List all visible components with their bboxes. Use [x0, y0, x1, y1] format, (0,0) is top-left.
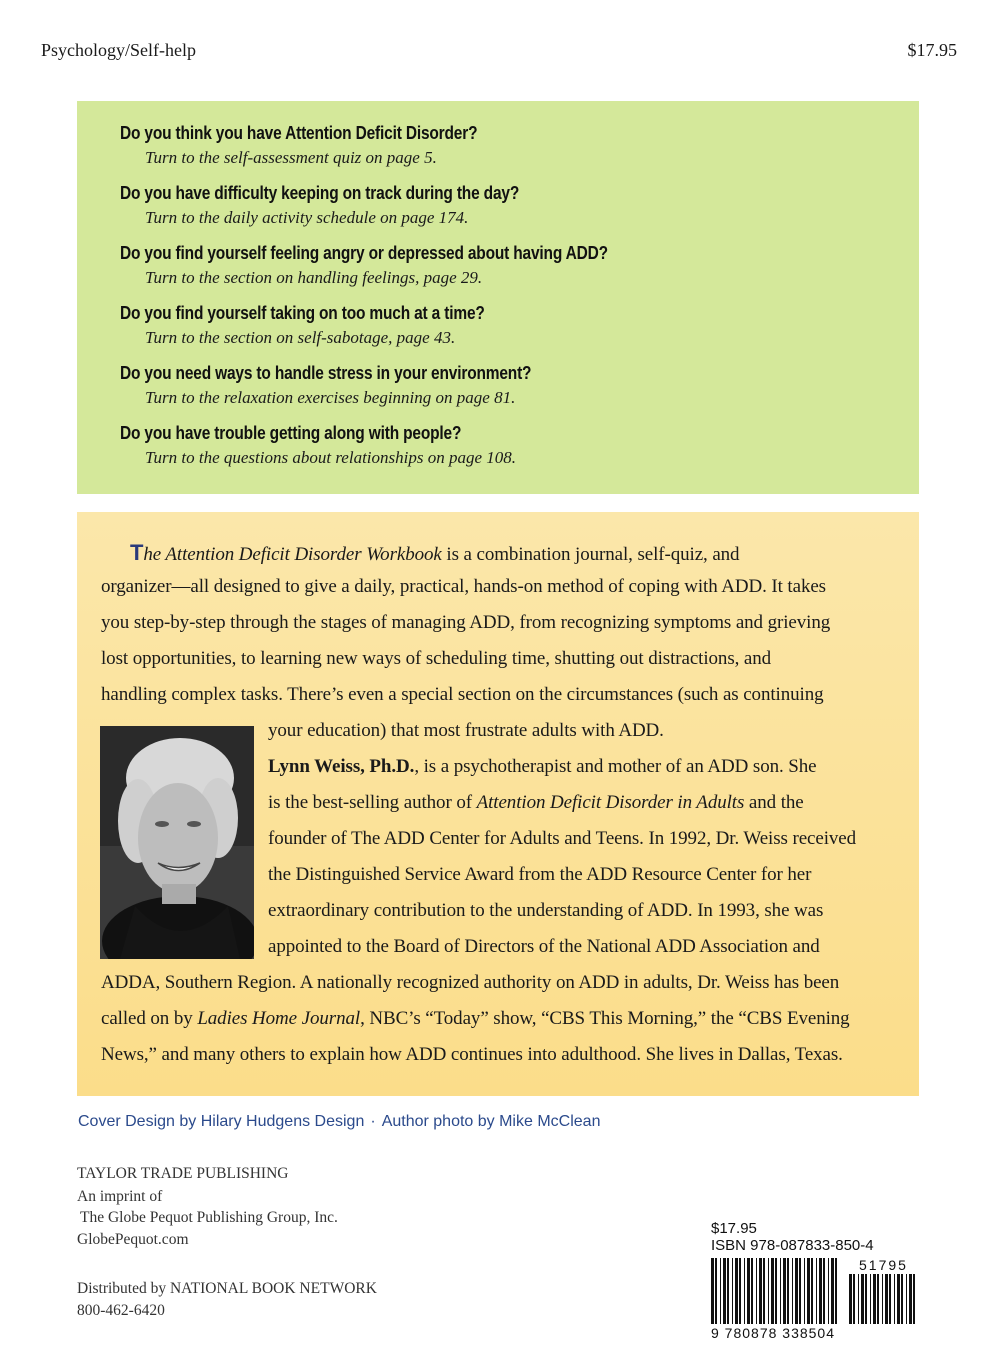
bio-line: appointed to the Board of Directors of the National ADD Association and: [268, 936, 820, 957]
barcode-bar: [823, 1258, 825, 1324]
barcode-bar: [909, 1274, 912, 1324]
description-box: [77, 512, 919, 1096]
faq-question: Do you think you have Attention Deficit Disorder?: [120, 123, 478, 143]
barcode-bar: [835, 1258, 837, 1324]
barcode-bar: [711, 1258, 714, 1324]
bio-line: the Distinguished Service Award from the ADD Resource Center for her: [268, 864, 812, 885]
faq-answer: Turn to the section on self-sabotage, page 43.: [145, 328, 456, 347]
bio-line: News,” and many others to explain how ADD continues into adulthood. She lives in Dallas, Texas.: [101, 1044, 843, 1065]
faq-question: Do you have trouble getting along with people?: [120, 423, 462, 443]
faq-item: [120, 423, 517, 468]
publisher-imprint: An imprint of: [77, 1188, 163, 1205]
barcode-bar: [751, 1258, 753, 1324]
barcode-bar: [865, 1274, 867, 1324]
barcode-price: $17.95: [711, 1220, 757, 1237]
faq-answer: Turn to the relaxation exercises beginning on page 81.: [145, 388, 516, 407]
credits-line: [78, 1113, 600, 1131]
faq-item: [120, 123, 536, 168]
barcode-bar: [828, 1258, 829, 1324]
barcode-bar: [723, 1258, 726, 1324]
barcode-bar: [795, 1258, 798, 1324]
barcode-bar: [804, 1258, 805, 1324]
bio-line: ADDA, Southern Region. A nationally recognized authority on ADD in adults, Dr. Weiss has been: [101, 972, 840, 993]
bio-line: is the best-selling author of Attention Deficit Disorder in Adults and the: [268, 792, 804, 813]
description-line: you step-by-step through the stages of managing ADD, from recognizing symptoms and grieving: [101, 612, 831, 633]
barcode-bar: [906, 1274, 907, 1324]
barcode-bar: [901, 1274, 903, 1324]
description-line: organizer—all designed to give a daily, practical, hands-on method of coping with ADD. It takes: [101, 576, 826, 597]
barcode-bar: [849, 1274, 852, 1324]
addon-barcode-bars: [849, 1274, 915, 1324]
barcode-bar: [870, 1274, 871, 1324]
description-line: The Attention Deficit Disorder Workbook is a combination journal, self-quiz, and: [130, 540, 740, 565]
barcode-digits: 9 780878 338504: [711, 1325, 835, 1340]
faq-item: [120, 183, 584, 228]
drop-cap: T: [130, 540, 144, 565]
publisher-website: GlobePequot.com: [77, 1231, 189, 1248]
barcode-bar: [735, 1258, 738, 1324]
credit-separator: ·: [370, 1113, 376, 1130]
faq-answer: Turn to the daily activity schedule on page 174.: [145, 208, 469, 227]
barcode-bar: [831, 1258, 834, 1324]
barcode-bar: [771, 1258, 774, 1324]
barcode-bar: [744, 1258, 745, 1324]
faq-item: [120, 303, 544, 348]
main-barcode-bars: [711, 1258, 837, 1324]
bio-line: Lynn Weiss, Ph.D., is a psychotherapist and mother of an ADD son. She: [268, 756, 817, 777]
barcode-bar: [792, 1258, 793, 1324]
bio-line: called on by Ladies Home Journal, NBC’s “Today” show, “CBS This Morning,” the “CBS Evening: [101, 1008, 850, 1029]
publisher-phone: 800-462-6420: [77, 1302, 165, 1319]
faq-question: Do you find yourself taking on too much at a time?: [120, 303, 485, 323]
isbn-label: ISBN 978-087833-850-4: [711, 1237, 874, 1254]
barcode-bar: [885, 1274, 888, 1324]
barcode-bar: [732, 1258, 733, 1324]
barcode-bar: [853, 1274, 855, 1324]
barcode-bar: [780, 1258, 781, 1324]
barcode-bar: [877, 1274, 879, 1324]
faq-answer: Turn to the questions about relationships on page 108.: [145, 448, 517, 467]
barcode-bar: [889, 1274, 891, 1324]
author-name: Lynn Weiss, Ph.D.: [268, 756, 415, 777]
barcode-bar: [715, 1258, 717, 1324]
description-line: handling complex tasks. There’s even a special section on the circumstances (such as continuing: [101, 684, 824, 705]
barcode-bar: [882, 1274, 883, 1324]
faq-item: [120, 243, 687, 288]
category-label: Psychology/Self-help: [41, 40, 196, 60]
book-title: he Attention Deficit Disorder Workbook: [143, 544, 442, 565]
barcode-bar: [819, 1258, 822, 1324]
barcode-bar: [747, 1258, 750, 1324]
barcode-bar: [768, 1258, 769, 1324]
photo-credit: Author photo by Mike McClean: [381, 1113, 601, 1130]
barcode-bar: [759, 1258, 762, 1324]
barcode-bar: [756, 1258, 757, 1324]
barcode-bar: [783, 1258, 786, 1324]
faq-answer: Turn to the section on handling feelings, page 29.: [145, 268, 483, 287]
bio-line: extraordinary contribution to the understanding of ADD. In 1993, she was: [268, 900, 824, 921]
barcode-bar: [861, 1274, 864, 1324]
barcode-bar: [858, 1274, 859, 1324]
faq-box: [77, 101, 919, 494]
barcode-bar: [873, 1274, 876, 1324]
barcode-bar: [739, 1258, 741, 1324]
publisher-name: TAYLOR TRADE PUBLISHING: [77, 1165, 289, 1182]
barcode-bar: [894, 1274, 895, 1324]
author-photo: [100, 726, 254, 959]
cover-credit: Cover Design by Hilary Hudgens Design: [78, 1113, 365, 1130]
price-label: $17.95: [907, 40, 957, 60]
addon-digits: 51795: [859, 1258, 908, 1273]
barcode-bar: [807, 1258, 810, 1324]
faq-question: Do you find yourself feeling angry or depressed about having ADD?: [120, 243, 608, 263]
distributor: Distributed by NATIONAL BOOK NETWORK: [77, 1280, 377, 1297]
barcode-bar: [816, 1258, 817, 1324]
barcode-block: [711, 1220, 921, 1340]
publisher-group: The Globe Pequot Publishing Group, Inc.: [80, 1209, 338, 1226]
barcode-bar: [913, 1274, 915, 1324]
faq-item: [120, 363, 598, 408]
barcode-bar: [775, 1258, 777, 1324]
faq-question: Do you have difficulty keeping on track during the day?: [120, 183, 520, 203]
barcode-graphic: [711, 1258, 921, 1340]
faq-answer: Turn to the self-assessment quiz on page 5.: [145, 148, 437, 167]
barcode-bar: [727, 1258, 729, 1324]
barcode-bar: [811, 1258, 813, 1324]
barcode-bar: [897, 1274, 900, 1324]
barcode-bar: [799, 1258, 801, 1324]
barcode-bar: [763, 1258, 765, 1324]
faq-question: Do you need ways to handle stress in your environment?: [120, 363, 532, 383]
description-line: lost opportunities, to learning new ways of scheduling time, shutting out distractions, and: [101, 648, 772, 669]
bio-line: founder of The ADD Center for Adults and Teens. In 1992, Dr. Weiss received: [268, 828, 857, 849]
barcode-bar: [720, 1258, 721, 1324]
description-line: your education) that most frustrate adults with ADD.: [268, 720, 664, 741]
barcode-bar: [787, 1258, 789, 1324]
